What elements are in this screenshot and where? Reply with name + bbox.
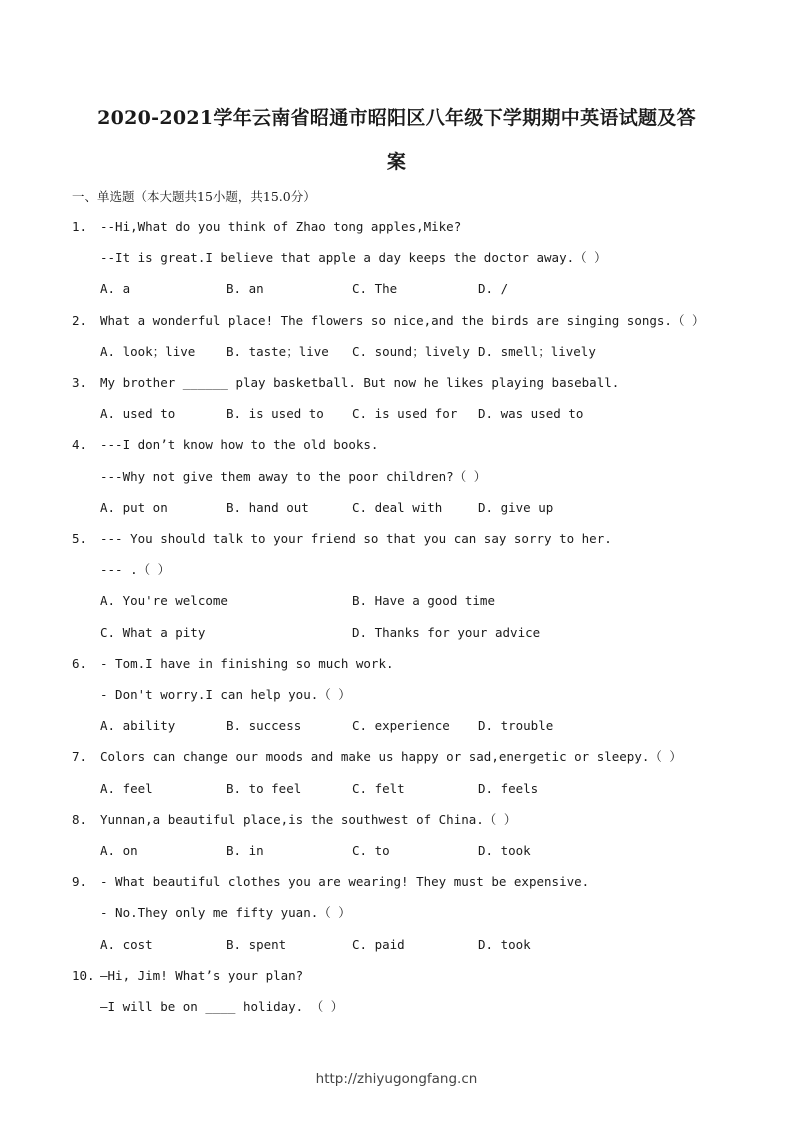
question-line: —I will be on ____ holiday. （ ）	[100, 999, 344, 1014]
question-line: Colors can change our moods and make us happy or sad,energetic or sleepy.（ ）	[100, 749, 682, 764]
question-line: - No.They only me fifty yuan.（ ）	[100, 905, 351, 920]
option-d: D. took	[478, 937, 531, 952]
option-b: B. is used to	[226, 406, 324, 421]
option-d: D. took	[478, 843, 531, 858]
option-a: A. look；live	[100, 344, 196, 359]
option-a: A. a	[100, 281, 131, 296]
option-a: A. ability	[100, 718, 176, 733]
option-d: D. was used to	[478, 406, 584, 421]
option-a: A. used to	[100, 406, 176, 421]
option-c: C. sound；lively	[352, 344, 470, 359]
question-line: What a wonderful place! The flowers so nice,and the birds are singing songs.（ ）	[100, 313, 705, 328]
question-line: My brother ______ play basketball. But now he likes playing baseball.	[100, 375, 620, 390]
option-c: C. felt	[352, 781, 405, 796]
question-number: 7.	[72, 749, 88, 764]
option-a: A. You're welcome	[100, 593, 228, 608]
question-number: 1.	[72, 219, 88, 234]
question-line: —Hi, Jim! What’s your plan?	[100, 968, 304, 983]
section-heading: 一、单选题（本大题共15小题，共15.0分）	[72, 189, 316, 204]
question-number: 2.	[72, 313, 88, 328]
option-a: A. feel	[100, 781, 153, 796]
option-b: B. taste；live	[226, 344, 329, 359]
option-c: C. The	[352, 281, 398, 296]
question-number: 6.	[72, 656, 88, 671]
option-c: C. What a pity	[100, 625, 206, 640]
option-c: C. to	[352, 843, 390, 858]
question-line: --It is great.I believe that apple a day keeps the doctor away.（ ）	[100, 250, 607, 265]
question-line: - Don't worry.I can help you.（ ）	[100, 687, 351, 702]
option-d: D. /	[478, 281, 509, 296]
question-line: Yunnan,a beautiful place,is the southwest of China.（ ）	[100, 812, 517, 827]
option-b: B. Have a good time	[352, 593, 495, 608]
option-b: B. in	[226, 843, 264, 858]
option-d: D. give up	[478, 500, 554, 515]
question-line: --- You should talk to your friend so that you can say sorry to her.	[100, 531, 612, 546]
question-number: 9.	[72, 874, 88, 889]
option-b: B. to feel	[226, 781, 302, 796]
option-a: A. cost	[100, 937, 153, 952]
option-a: A. put on	[100, 500, 168, 515]
question-line: --Hi,What do you think of Zhao tong apples,Mike?	[100, 219, 462, 234]
question-line: ---Why not give them away to the poor children?（ ）	[100, 469, 487, 484]
question-number: 3.	[72, 375, 88, 390]
option-a: A. on	[100, 843, 138, 858]
question-number: 8.	[72, 812, 88, 827]
question-number: 4.	[72, 437, 88, 452]
option-b: B. hand out	[226, 500, 309, 515]
question-number: 10.	[72, 968, 95, 983]
option-c: C. deal with	[352, 500, 443, 515]
question-line: ---I don’t know how to the old books.	[100, 437, 379, 452]
option-d: D. trouble	[478, 718, 554, 733]
option-c: C. experience	[352, 718, 450, 733]
option-b: B. an	[226, 281, 264, 296]
option-b: B. spent	[226, 937, 287, 952]
page-title-line-2: 案	[386, 151, 407, 173]
question-line: - What beautiful clothes you are wearing! They must be expensive.	[100, 874, 590, 889]
option-c: C. paid	[352, 937, 405, 952]
question-line: --- .（ ）	[100, 562, 171, 577]
option-d: D. Thanks for your advice	[352, 625, 541, 640]
option-b: B. success	[226, 718, 302, 733]
option-d: D. feels	[478, 781, 539, 796]
question-number: 5.	[72, 531, 88, 546]
option-d: D. smell；lively	[478, 344, 596, 359]
question-line: - Tom.I have in finishing so much work.	[100, 656, 394, 671]
footer-url: http://zhiyugongfang.cn	[315, 1071, 478, 1087]
page-title-line-1: 2020-2021学年云南省昭通市昭阳区八年级下学期期中英语试题及答	[97, 107, 696, 129]
option-c: C. is used for	[352, 406, 458, 421]
